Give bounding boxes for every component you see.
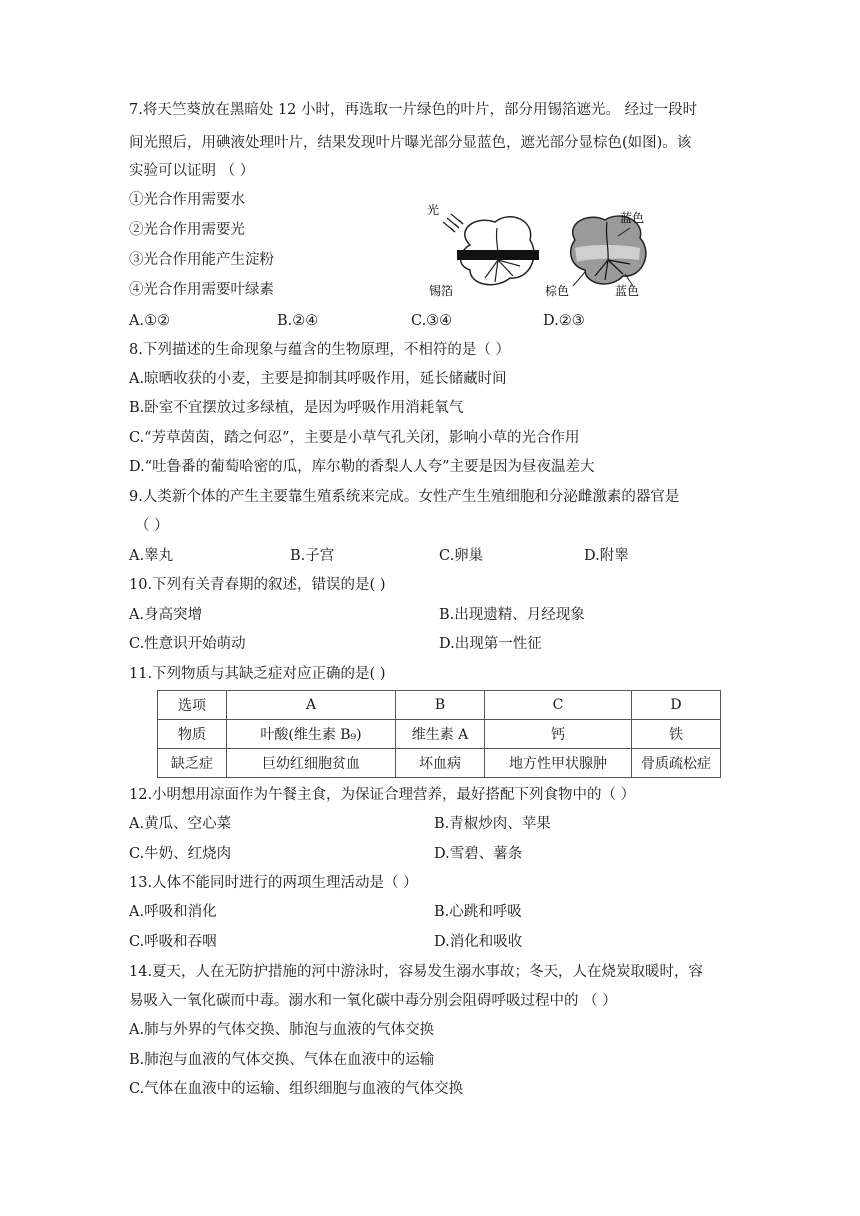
q11-cell: 巨幼红细胞贫血 bbox=[227, 749, 396, 778]
q12-stem: 12.小明想用凉面作为午餐主食，为保证合理营养，最好搭配下列食物中的（ ） bbox=[129, 787, 636, 803]
q7-statement-2: ②光合作用需要光 bbox=[129, 222, 245, 238]
q11-cell: 缺乏症 bbox=[158, 749, 227, 778]
q10-option-c: C.性意识开始萌动 bbox=[129, 636, 246, 652]
q11-deficiency-row bbox=[158, 749, 721, 778]
q11-header-cell: C bbox=[485, 691, 632, 720]
q8-stem: 8.下列描述的生命现象与蕴含的生物原理，不相符的是（ ） bbox=[129, 342, 510, 358]
q7-statement-4: ④光合作用需要叶绿素 bbox=[129, 282, 274, 298]
q11-cell: 叶酸(维生素 B₉) bbox=[227, 720, 396, 749]
q11-stem: 11.下列物质与其缺乏症对应正确的是( ) bbox=[129, 666, 386, 682]
q14-option-b: B.肺泡与血液的气体交换、气体在血液中的运输 bbox=[129, 1052, 435, 1068]
q7-statement-1: ①光合作用需要水 bbox=[129, 192, 245, 208]
q7-option-a: A.①② bbox=[129, 313, 171, 329]
q10-option-a: A.身高突增 bbox=[129, 607, 203, 623]
q8-option-c: C.“芳草茵茵，踏之何忍”，主要是小草气孔关闭，影响小草的光合作用 bbox=[129, 430, 580, 446]
q7-stem-line-1: 7.将天竺葵放在黑暗处 12 小时，再选取一片绿色的叶片，部分用锡箔遮光。 经过一段时 bbox=[129, 102, 698, 118]
q7-stem-line-2: 间光照后，用碘液处理叶片，结果发现叶片曝光部分显蓝色，遮光部分显棕色(如图)。该 bbox=[129, 135, 692, 151]
q9-option-c: C.卵巢 bbox=[439, 548, 484, 564]
q8-option-d: D.“吐鲁番的葡萄哈密的瓜，库尔勒的香梨人人夸”主要是因为昼夜温差大 bbox=[129, 459, 595, 475]
q12-option-d: D.雪碧、薯条 bbox=[434, 846, 523, 862]
q11-substance-row bbox=[158, 720, 721, 749]
q10-option-b: B.出现遗精、月经现象 bbox=[439, 607, 585, 623]
stained-leaf-drawing bbox=[571, 216, 646, 286]
q14-option-a: A.肺与外界的气体交换、肺泡与血液的气体交换 bbox=[129, 1022, 435, 1038]
q11-cell: 铁 bbox=[632, 720, 721, 749]
q14-option-c: C.气体在血液中的运输、组织细胞与血液的气体交换 bbox=[129, 1081, 464, 1097]
q8-option-b: B.卧室不宜摆放过多绿植，是因为呼吸作用消耗氧气 bbox=[129, 400, 464, 416]
foil-leaf-drawing bbox=[443, 214, 539, 285]
q11-header-row bbox=[158, 691, 721, 720]
q9-stem: 9.人类新个体的产生主要靠生殖系统来完成。女性产生生殖细胞和分泌雌激素的器官是 bbox=[129, 489, 680, 505]
q13-option-c: C.呼吸和吞咽 bbox=[129, 934, 217, 950]
q13-stem: 13.人体不能同时进行的两项生理活动是（ ） bbox=[129, 875, 418, 891]
figure-label-light: 光 bbox=[427, 203, 440, 217]
q11-cell: 坏血病 bbox=[396, 749, 485, 778]
q13-option-a: A.呼吸和消化 bbox=[129, 904, 217, 920]
q7-option-d: D.②③ bbox=[543, 313, 585, 329]
q11-header-cell: B bbox=[396, 691, 485, 720]
q11-cell: 地方性甲状腺肿 bbox=[485, 749, 632, 778]
q11-cell: 钙 bbox=[485, 720, 632, 749]
q11-cell: 骨质疏松症 bbox=[632, 749, 721, 778]
q11-header-cell: A bbox=[227, 691, 396, 720]
q9-option-a: A.睾丸 bbox=[129, 548, 174, 564]
q12-option-c: C.牛奶、红烧肉 bbox=[129, 846, 232, 862]
q11-header-cell: 选项 bbox=[158, 691, 227, 720]
q10-stem: 10.下列有关青春期的叙述，错误的是( ) bbox=[129, 577, 386, 593]
leaf-experiment-figure bbox=[425, 200, 665, 300]
q13-option-b: B.心跳和呼吸 bbox=[434, 904, 522, 920]
figure-label-blue-bottom: 蓝色 bbox=[615, 284, 640, 298]
q14-stem-line-1: 14.夏天，人在无防护措施的河中游泳时，容易发生溺水事故；冬天，人在烧炭取暖时，容 bbox=[129, 964, 704, 980]
figure-label-brown: 棕色 bbox=[545, 284, 570, 298]
q9-option-d: D.附睾 bbox=[584, 548, 629, 564]
q7-stem-line-3: 实验可以证明 （ ） bbox=[129, 163, 255, 179]
figure-label-blue-top: 蓝色 bbox=[620, 211, 645, 225]
q9-option-b: B.子宫 bbox=[290, 548, 335, 564]
q13-option-d: D.消化和吸收 bbox=[434, 934, 523, 950]
q7-option-c: C.③④ bbox=[411, 313, 453, 329]
q11-table bbox=[157, 690, 721, 778]
q11-cell: 维生素 A bbox=[396, 720, 485, 749]
q8-option-a: A.晾晒收获的小麦，主要是抑制其呼吸作用，延长储藏时间 bbox=[129, 371, 507, 387]
q11-header-cell: D bbox=[632, 691, 721, 720]
q14-stem-line-2: 易吸入一氧化碳而中毒。溺水和一氧化碳中毒分别会阻碍呼吸过程中的 （ ） bbox=[129, 993, 617, 1009]
q12-option-b: B.青椒炒肉、苹果 bbox=[434, 816, 551, 832]
figure-label-foil: 锡箔 bbox=[429, 284, 454, 298]
q10-option-d: D.出现第一性征 bbox=[439, 636, 542, 652]
q7-option-b: B.②④ bbox=[277, 313, 319, 329]
q9-stem-blank: （ ） bbox=[135, 518, 169, 534]
q7-statement-3: ③光合作用能产生淀粉 bbox=[129, 252, 274, 268]
q12-option-a: A.黄瓜、空心菜 bbox=[129, 816, 232, 832]
q11-cell: 物质 bbox=[158, 720, 227, 749]
